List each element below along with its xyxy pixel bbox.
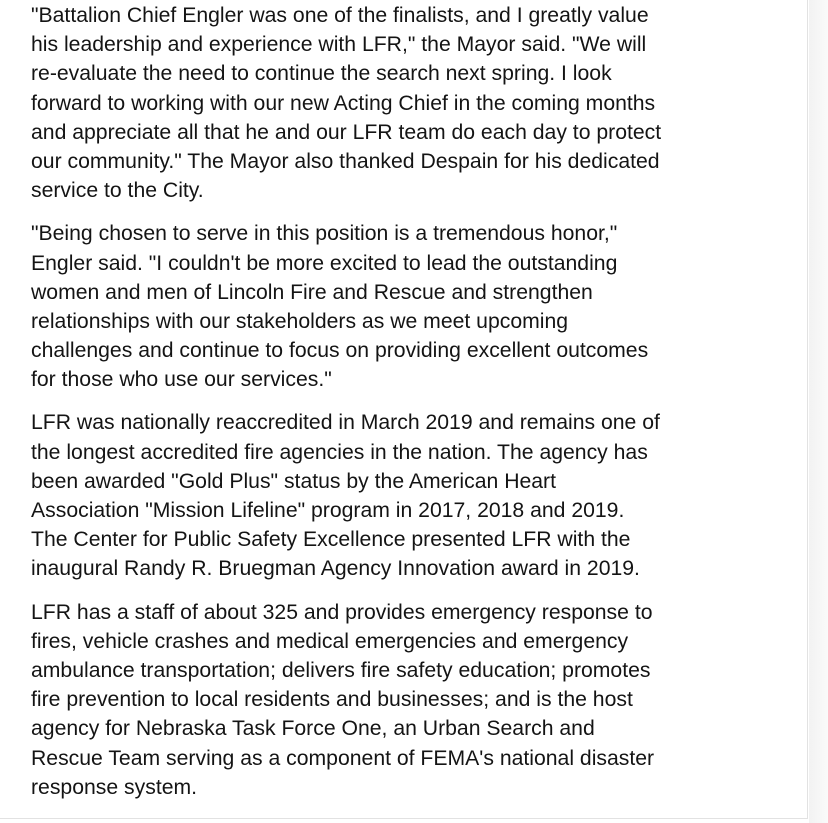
text-line: service to the City. bbox=[31, 179, 204, 203]
text-line: response system. bbox=[31, 775, 198, 799]
text-line: Association "Mission Lifeline" program in 2017, 2018 and 2019. bbox=[31, 499, 625, 522]
text-line: and appreciate all that he and our LFR team do each day to protect bbox=[31, 120, 662, 144]
text-line: LFR was nationally reaccredited in March 2019 and remains one of bbox=[31, 411, 660, 435]
text-line: our community." The Mayor also thanked Despain for his dedicated bbox=[31, 149, 660, 173]
text-line: fire prevention to local residents and businesses; and is the host bbox=[31, 688, 633, 712]
paragraph-mayor-statement bbox=[31, 1, 801, 205]
text-line: the longest accredited fire agencies in the nation. The agency has bbox=[31, 440, 648, 464]
text-line: Rescue Team serving as a component of FEMA's national disaster bbox=[31, 746, 655, 770]
text-line: re-evaluate the need to continue the search next spring. I look bbox=[31, 62, 612, 86]
article-body bbox=[31, 0, 801, 802]
text-line: LFR has a staff of about 325 and provides emergency response to bbox=[31, 600, 653, 624]
text-line: inaugural Randy R. Bruegman Agency Innovation award in 2019. bbox=[31, 557, 640, 581]
text-line: his leadership and experience with LFR," the Mayor said. "We will bbox=[31, 33, 647, 57]
text-line: Engler said. "I couldn't be more excited to lead the outstanding bbox=[31, 251, 618, 275]
text-line: The Center for Public Safety Excellence presented LFR with the bbox=[31, 528, 631, 552]
text-line: women and men of Lincoln Fire and Rescue and strengthen bbox=[31, 280, 593, 304]
paragraph-accreditation bbox=[31, 408, 801, 583]
paragraph-staff-services bbox=[31, 598, 801, 802]
text-line: agency for Nebraska Task Force One, an Urban Search and bbox=[31, 717, 595, 741]
text-line: fires, vehicle crashes and medical emergencies and emergency bbox=[31, 629, 629, 653]
page-edge bbox=[809, 0, 828, 823]
text-line: relationships with our stakeholders as we meet upcoming bbox=[31, 309, 569, 333]
text-line: been awarded "Gold Plus" status by the American Heart bbox=[31, 469, 557, 493]
text-line: ambulance transportation; delivers fire safety education; promotes bbox=[31, 658, 651, 682]
text-line: for those who use our services." bbox=[31, 368, 332, 392]
text-line: challenges and continue to focus on providing excellent outcomes bbox=[31, 339, 649, 363]
text-line: "Battalion Chief Engler was one of the finalists, and I greatly value bbox=[31, 4, 649, 27]
paragraph-engler-quote bbox=[31, 219, 801, 394]
text-line: "Being chosen to serve in this position is a tremendous honor," bbox=[31, 222, 618, 246]
text-line: forward to working with our new Acting Chief in the coming months bbox=[31, 91, 656, 115]
